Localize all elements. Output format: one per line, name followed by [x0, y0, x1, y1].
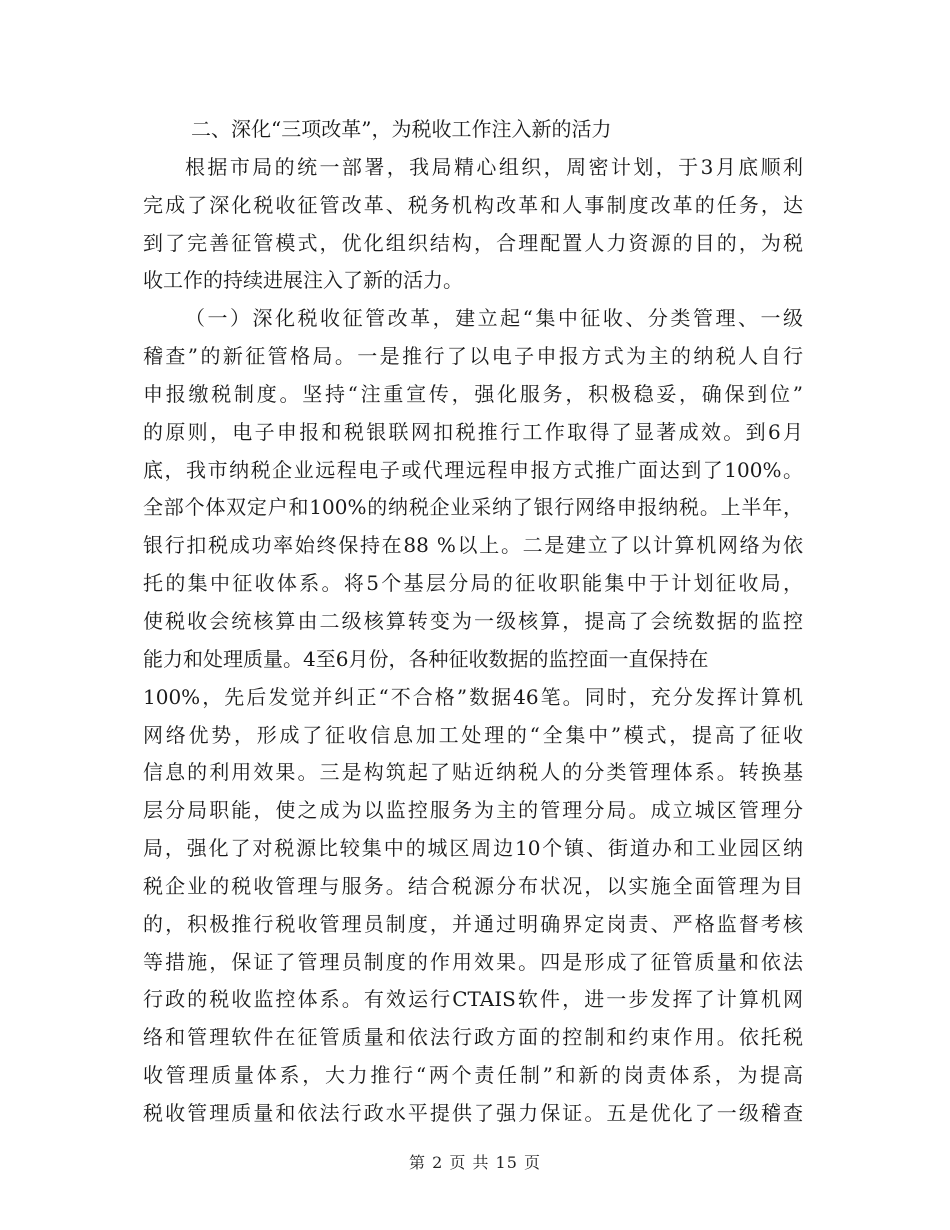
paragraph-line: 收工作的持续进展注入了新的活力。 [143, 268, 463, 293]
paragraph-line: 的原则，电子申报和税银联网扣税推行工作取得了显著成效。到6月 [143, 419, 803, 444]
paragraph-line: （一）深化税收征管改革，建立起“集中征收、分类管理、一级 [185, 306, 803, 331]
paragraph-line: 银行扣税成功率始终保持在88 %以上。二是建立了以计算机网络为依 [143, 533, 803, 558]
paragraph-line: 全部个体双定户和100%的纳税企业采纳了银行网络申报纳税。上半年， [143, 495, 803, 520]
paragraph-line: 行政的税收监控体系。有效运行CTAIS软件，进一步发挥了计算机网 [143, 987, 803, 1012]
paragraph-line: 等措施，保证了管理员制度的作用效果。四是形成了征管质量和依法 [143, 949, 803, 974]
paragraph-line: 信息的利用效果。三是构筑起了贴近纳税人的分类管理体系。转换基 [143, 760, 803, 785]
paragraph-line: 税收管理质量和依法行政水平提供了强力保证。五是优化了一级稽查 [143, 1100, 803, 1125]
paragraph-line: 托的集中征收体系。将5个基层分局的征收职能集中于计划征收局， [143, 571, 803, 596]
paragraph-line: 税企业的税收管理与服务。结合税源分布状况，以实施全面管理为目 [143, 873, 803, 898]
paragraph-line: 根据市局的统一部署，我局精心组织，周密计划，于3月底顺利 [185, 154, 803, 179]
paragraph-line: 100%，先后发觉并纠正“不合格”数据46笔。同时，充分发挥计算机 [143, 684, 803, 709]
paragraph-line: 完成了深化税收征管改革、税务机构改革和人事制度改革的任务，达 [143, 192, 803, 217]
paragraph-line: 申报缴税制度。坚持“注重宣传，强化服务，积极稳妥，确保到位” [143, 381, 803, 406]
page-number-footer: 第 2 页 共 15 页 [409, 1153, 541, 1172]
paragraph-line: 局，强化了对税源比较集中的城区周边10个镇、街道办和工业园区纳 [143, 836, 803, 861]
paragraph-line: 网络优势，形成了征收信息加工处理的“全集中”模式，提高了征收 [143, 722, 803, 747]
paragraph-line: 收管理质量体系，大力推行“两个责任制”和新的岗责体系，为提高 [143, 1063, 803, 1088]
paragraph-line: 能力和处理质量。4至6月份，各种征收数据的监控面一直保持在 [143, 646, 709, 671]
paragraph-line: 底，我市纳税企业远程电子或代理远程申报方式推广面达到了100%。 [143, 457, 803, 482]
paragraph-line: 层分局职能，使之成为以监控服务为主的管理分局。成立城区管理分 [143, 798, 803, 823]
paragraph-line: 到了完善征管模式，优化组织结构，合理配置人力资源的目的，为税 [143, 230, 803, 255]
body-text [143, 111, 803, 1133]
section-heading: 二、深化“三项改革”，为税收工作注入新的活力 [191, 117, 612, 141]
paragraph-line: 稽查”的新征管格局。一是推行了以电子申报方式为主的纳税人自行 [143, 344, 803, 369]
paragraph-line: 使税收会统核算由二级核算转变为一级核算，提高了会统数据的监控 [143, 608, 803, 633]
paragraph-line: 的，积极推行税收管理员制度，并通过明确界定岗责、严格监督考核 [143, 911, 803, 936]
paragraph-line: 络和管理软件在征管质量和依法行政方面的控制和约束作用。依托税 [143, 1025, 803, 1050]
